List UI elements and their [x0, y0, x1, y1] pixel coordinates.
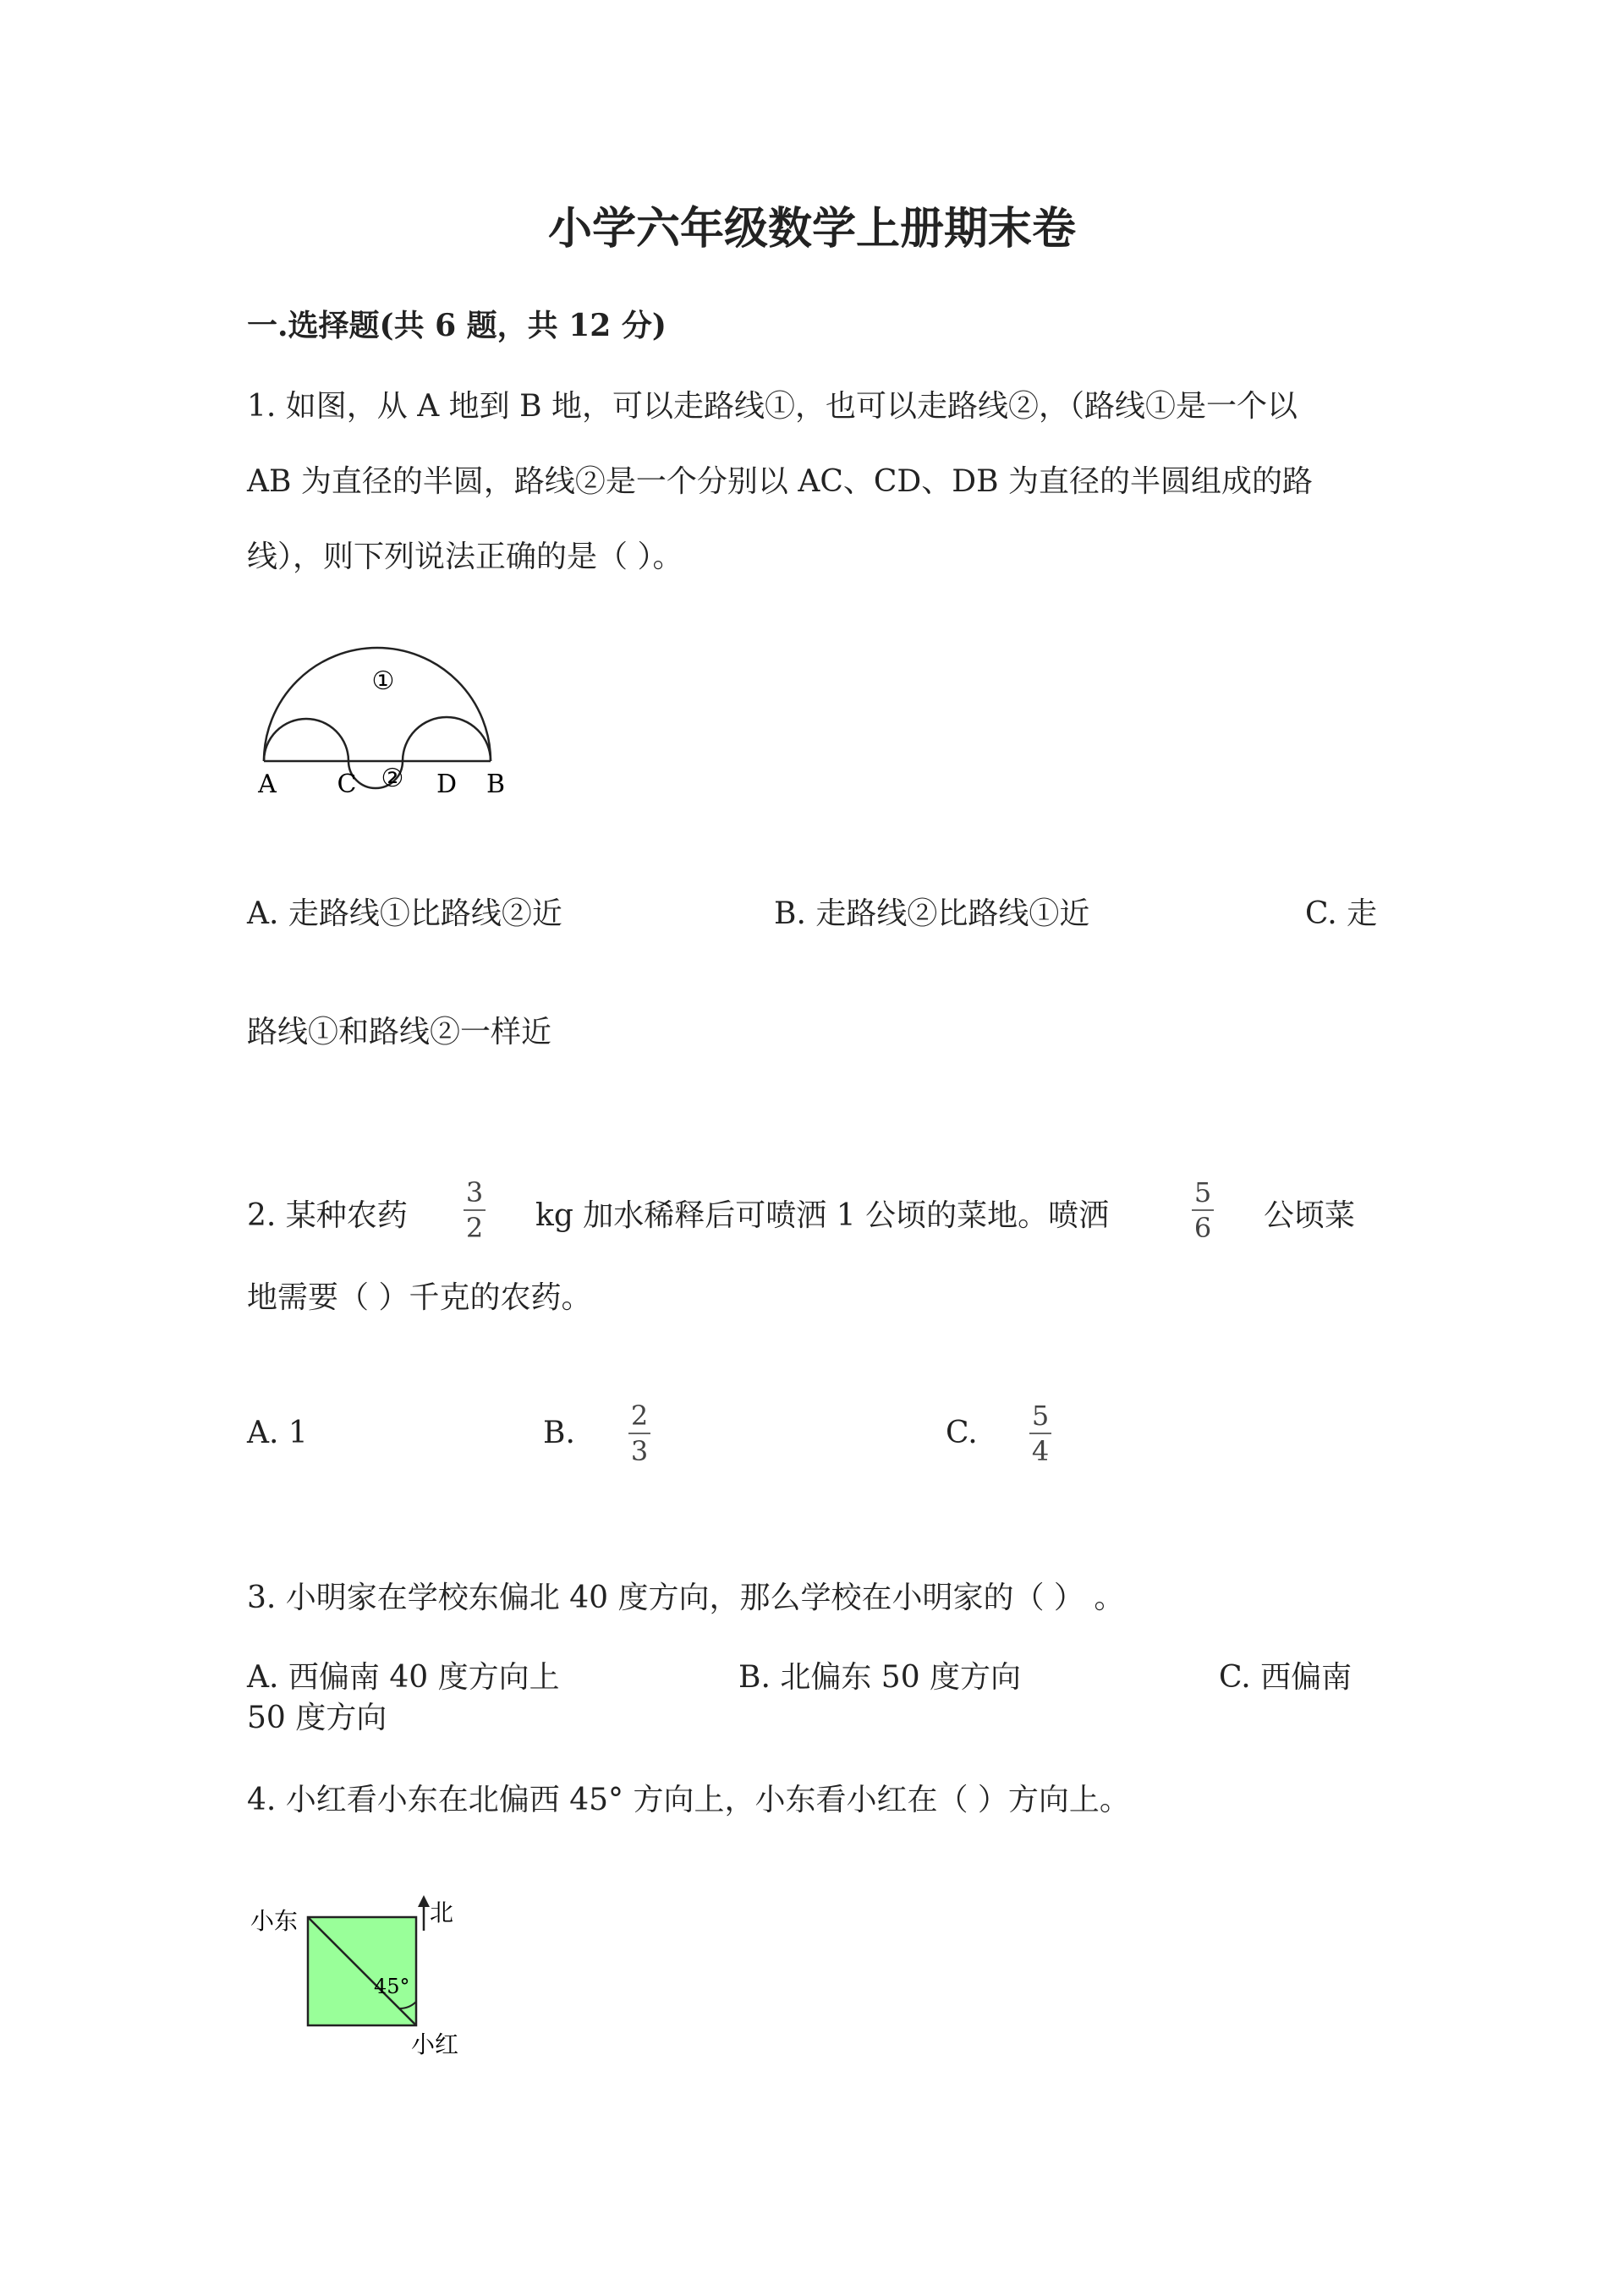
fraction-denominator: 6: [1193, 1212, 1212, 1244]
q2-fraction-5-6: [1186, 1177, 1220, 1243]
xiaohong-label: 小红: [411, 2030, 459, 2058]
point-b-label: B: [486, 770, 506, 799]
q2-fraction-3-2: [458, 1177, 491, 1243]
fraction-numerator: 5: [1031, 1400, 1050, 1432]
angle-label: 45°: [374, 1975, 410, 1998]
q1-option-b: B. 走路线②比路线①近: [774, 896, 1090, 931]
q1-stem-line2: AB 为直径的半圆，路线②是一个分别以 AC、CD、DB 为直径的半圆组成的路: [247, 464, 1314, 499]
q2-stem-part2: kg 加水稀释后可喷洒 1 公顷的菜地。喷洒: [535, 1198, 1110, 1233]
fraction-denominator: 4: [1031, 1435, 1050, 1467]
fraction-bar: [1192, 1209, 1214, 1211]
north-label: 北: [430, 1899, 454, 1926]
route2-arc-ac: [264, 719, 348, 761]
fraction-denominator: 3: [630, 1435, 649, 1467]
q2-option-a: A. 1: [247, 1416, 308, 1450]
q2-option-c-fraction: [1023, 1400, 1057, 1466]
north-arrow-icon: [418, 1895, 430, 1907]
q3-option-c-start: C. 西偏南: [1219, 1660, 1352, 1695]
xiaodong-label: 小东: [250, 1907, 299, 1935]
q2-stem-part1: 2. 某种农药: [247, 1198, 408, 1233]
q3-option-a: A. 西偏南 40 度方向上: [247, 1660, 560, 1695]
fraction-bar: [628, 1433, 650, 1434]
q2-option-b: B.: [543, 1416, 575, 1450]
route1-label: ①: [371, 666, 395, 696]
q1-option-a: A. 走路线①比路线②近: [247, 896, 562, 931]
fraction-denominator: 2: [465, 1212, 484, 1244]
route2-arc-db: [403, 717, 491, 761]
q2-option-b-fraction: [623, 1400, 656, 1466]
q1-route-figure: [245, 638, 524, 808]
point-c-label: C: [337, 770, 357, 799]
fraction-numerator: 5: [1193, 1176, 1212, 1208]
section-heading: 一.选择题(共 6 题，共 12 分): [247, 308, 667, 343]
q2-stem-line2: 地需要（ ）千克的农药。: [247, 1280, 592, 1315]
route2-label: ②: [381, 764, 404, 793]
q4-direction-figure: [245, 1882, 499, 2068]
route1-semicircle: [264, 648, 491, 761]
point-d-label: D: [436, 770, 458, 799]
q1-stem-line3: 线），则下列说法正确的是（ ）。: [247, 540, 683, 574]
q1-option-c-start: C. 走: [1305, 896, 1378, 931]
point-a-label: A: [258, 770, 277, 799]
q3-stem: 3. 小明家在学校东偏北 40 度方向，那么学校在小明家的（ ） 。: [247, 1581, 1125, 1615]
q1-stem-line1: 1. 如图，从 A 地到 B 地，可以走路线①，也可以走路线②，（路线①是一个以: [247, 389, 1298, 424]
q1-option-c-end: 路线①和路线②一样近: [247, 1015, 552, 1049]
page-title: 小学六年级数学上册期末卷: [547, 203, 1076, 255]
q4-stem: 4. 小红看小东在北偏西 45° 方向上，小东看小红在（ ）方向上。: [247, 1783, 1130, 1817]
q2-stem-part3: 公顷菜: [1264, 1198, 1356, 1233]
fraction-numerator: 2: [630, 1400, 649, 1432]
fraction-bar: [1029, 1433, 1051, 1434]
q2-option-c: C.: [946, 1416, 978, 1450]
q3-option-c-end: 50 度方向: [247, 1701, 387, 1735]
q3-option-b: B. 北偏东 50 度方向: [738, 1660, 1022, 1695]
fraction-numerator: 3: [465, 1176, 484, 1208]
fraction-bar: [464, 1209, 486, 1211]
